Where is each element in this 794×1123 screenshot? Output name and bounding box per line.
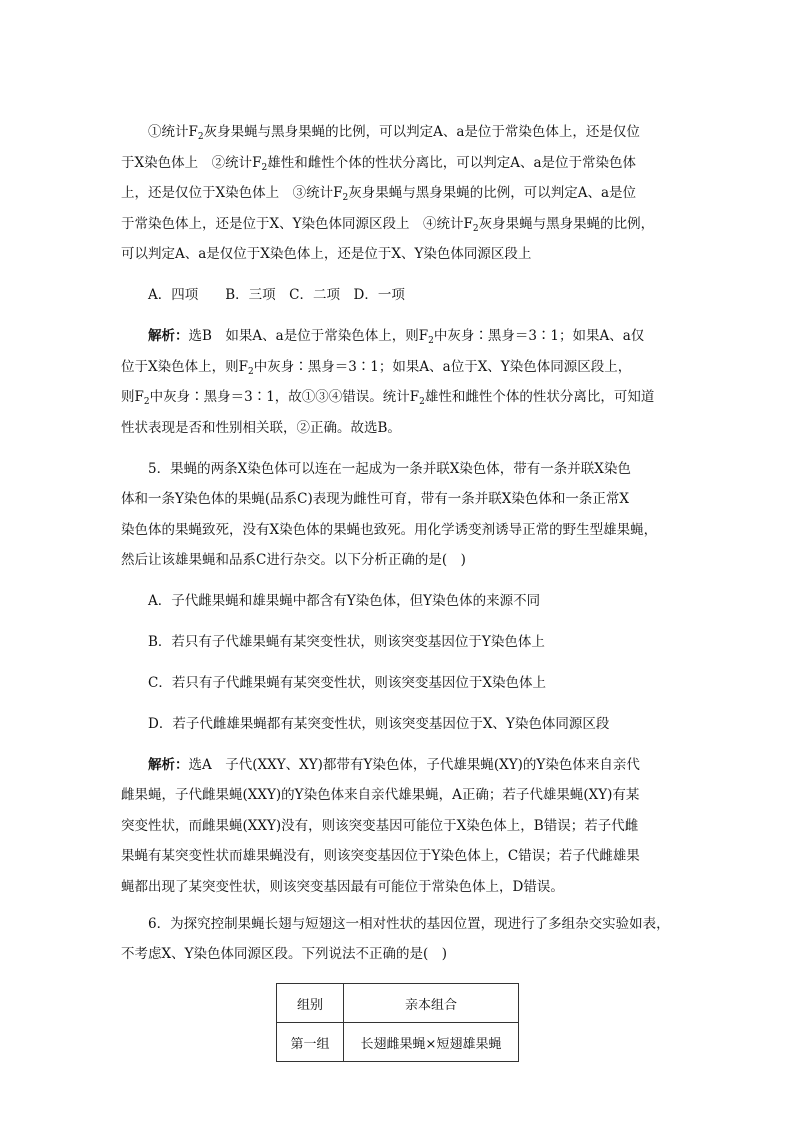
q4-analysis-line-4: 性状表现是否和性别相关联，②正确。故选B。 [121, 420, 401, 436]
q5-option-c: C．若只有子代雌果蝇有某突变性状，则该突变基因位于X染色体上 [148, 675, 546, 691]
table-row [277, 1023, 519, 1062]
q6-stem-line-1: 6．为探究控制果蝇长翅与短翅这一相对性状的基因位置，现进行了多组杂交实验如表， [148, 916, 670, 932]
q5-stem-line-1: 5．果蝇的两条X染色体可以连在一起成为一条并联X染色体，带有一条并联X染色 [148, 461, 631, 477]
cross-table [276, 983, 519, 1062]
q4-options-line: A．四项 B．三项 C．二项 D．一项 [148, 287, 405, 303]
q4-stem-line-3: 上，还是仅位于X染色体上 ③统计$F_2$灰身果蝇与黑身果蝇的比例，可以判定A、a是位 [121, 185, 637, 203]
q4-stem-line-4: 于常染色体上，还是位于X、Y染色体同源区段上 ④统计$F_2$灰身果蝇与黑身果蝇的比例， [121, 216, 655, 234]
analysis-label: 解析： [148, 328, 189, 344]
q4-analysis-line-3: 则$F_2$中灰身∶黑身＝3∶1，故①③④错误。统计$F_2$雄性和雌性个体的性状分离比，可知道 [121, 389, 655, 407]
q5-analysis-line-1: 解析：选A 子代(XXY、XY)都带有Y染色体，子代雄果蝇(XY)的Y染色体来自亲代 [148, 757, 640, 773]
q5-analysis-line-4: 果蝇有某突变性状而雄果蝇没有，则该突变基因位于Y染色体上，C错误；若子代雌雄果 [121, 848, 640, 864]
q5-analysis-line-3: 突变性状，而雌果蝇(XXY)没有，则该突变基因可能位于X染色体上，B错误；若子代雌 [121, 818, 639, 834]
q5-stem-line-4: 然后让该雄果蝇和品系C进行杂交。以下分析正确的是( ) [121, 552, 466, 568]
q5-stem-line-3: 染色体的果蝇致死，没有X染色体的果蝇也致死。用化学诱变剂诱导正常的野生型雄果蝇， [121, 522, 658, 538]
q5-analysis-line-5: 蝇都出现了某突变性状，则该突变基因最有可能位于常染色体上，D错误。 [121, 879, 564, 895]
q5-stem-line-2: 体和一条Y染色体的果蝇(品系C)表现为雌性可育，带有一条并联X染色体和一条正常X [121, 491, 629, 507]
q4-stem-line-5: 可以判定A、a是仅位于X染色体上，还是位于X、Y染色体同源区段上 [121, 246, 532, 262]
q4-stem-line-1: ①统计$F_2$灰身果蝇与黑身果蝇的比例，可以判定A、a是位于常染色体上，还是仅位 [148, 124, 640, 142]
q4-analysis-line-2: 位于X染色体上，则$F_2$中灰身∶黑身＝3∶1；如果A、a位于X、Y染色体同源区段上， [121, 359, 632, 377]
table-header-row [277, 984, 519, 1023]
q6-stem-line-2: 不考虑X、Y染色体同源区段。下列说法不正确的是( ) [121, 946, 448, 962]
q5-option-b: B．若只有子代雄果蝇有某突变性状，则该突变基因位于Y染色体上 [148, 634, 545, 650]
analysis-label: 解析： [148, 757, 189, 773]
q5-analysis-line-2: 雌果蝇，子代雌果蝇(XXY)的Y染色体来自亲代雄果蝇，A正确；若子代雄果蝇(XY)有某 [121, 787, 640, 803]
table-cell-group: 第一组 [277, 1023, 344, 1062]
table-cell-parents: 长翅雌果蝇×短翅雄果蝇 [344, 1023, 519, 1062]
q5-option-a: A．子代雌果蝇和雄果蝇中都含有Y染色体，但Y染色体的来源不同 [148, 593, 541, 609]
q4-analysis-line-1: 解析：选B 如果A、a是位于常染色体上，则$F_2$中灰身∶黑身＝3∶1；如果A、a仅 [148, 328, 645, 346]
q4-stem-line-2: 于X染色体上 ②统计$F_2$雄性和雌性个体的性状分离比，可以判定A、a是位于常染色体 [121, 155, 637, 173]
table-header-parents: 亲本组合 [344, 984, 519, 1023]
table-header-group: 组别 [277, 984, 344, 1023]
q5-option-d: D．若子代雌雄果蝇都有某突变性状，则该突变基因位于X、Y染色体同源区段 [148, 716, 610, 732]
